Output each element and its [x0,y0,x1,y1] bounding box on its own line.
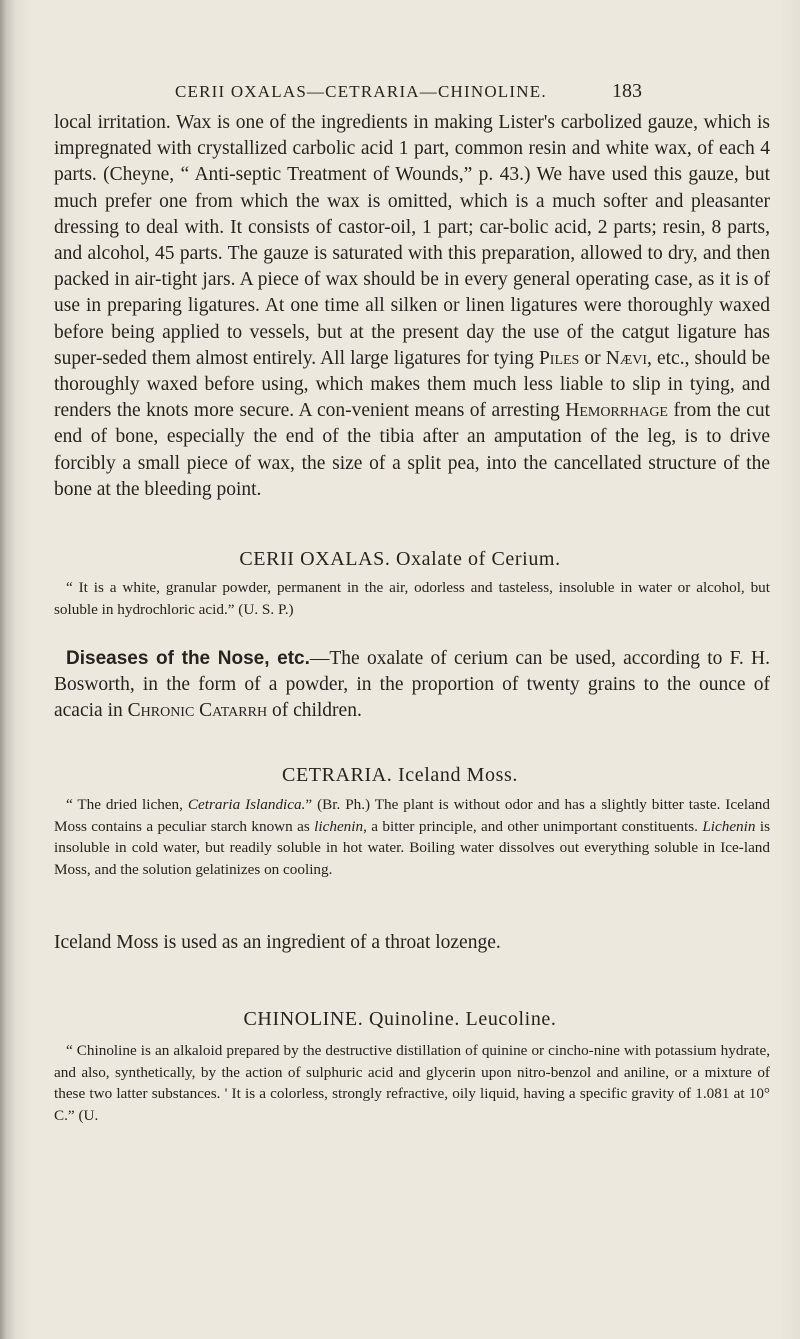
diseases-end: of children. [267,700,362,722]
cetraria-latin-name: Cetraria Islandica. [187,796,306,813]
chinoline-quote [54,1040,770,1126]
intro-text: local irritation. Wax is one of the ingredients in making Lister's carbolized gauze, which is impregnated with crystallized carbolic acid 1 part, common resin and white wax, of each 4 parts. (Cheyne, “ Anti-septic Treatment of Wounds,” p. 43.) We have used this gauze, but much prefer one from which the wax is omitted, which is a much softer and pleasanter dressing to deal with. It consists of castor-oil, 1 part; car-bolic acid, 2 parts; resin, 8 parts, and alcohol, 45 parts. The gauze is saturated with this preparation, allowed to dry, and then packed in air-tight jars. A piece of wax should be in every general operating case, as it is of use in preparing ligatures. At one time all silken or linen ligatures were thoroughly waxed before being applied to vessels, but at the present day the use of the catgut ligature has super-seded them almost entirely. All large ligatures for tying [54,112,770,369]
catarrh-term: Chronic Catarrh [127,700,268,722]
chinoline-quote-text: “ Chinoline is an alkaloid prepared by the destructive distillation of quinine or cincho-nine with potassium hydrate, and also, synthetically, by the action of sulphuric acid and glycerin upon nitro-benzol and aniline, or a mixture of these two latter substances. ' It is a colorless, strongly refractive, oily liquid, having a specific gravity of 1.081 at 10° C.” (U. [54,1042,770,1124]
chinoline-heading: CHINOLINE. Quinoline. Leucoline. [243,1008,557,1030]
piles-term: Piles [538,347,580,369]
lichenin-term: lichenin [314,817,364,835]
naevi-term: Nævi [605,347,648,369]
cetraria-lozenge [54,930,770,956]
diseases-text: —The oxalate of cerium can be used, according to F. H. Bosworth, in the form of a powder, in the proportion of twenty grains to the ounce of acacia in [54,648,771,722]
lichenin-term-2: Lichenin [702,817,756,835]
cetraria-quote-mid2: , a bitter principle, and other unimportant constituents. [363,817,703,835]
diseases-nose-label: Diseases of the Nose, etc. [66,648,310,669]
page-number: 183 [612,80,642,102]
cetraria-heading: CETRARIA. Iceland Moss. [282,764,518,786]
intro-text-2: , etc., should be thoroughly waxed before using, which makes them much less liable to slip in tying, and renders the knots more secure. A con-venient means of arresting [54,347,771,422]
cerii-heading: CERII OXALAS. Oxalate of Cerium. [239,548,561,570]
intro-paragraph [54,110,770,503]
cerii-quote [54,577,770,620]
cerii-diseases-paragraph [54,646,770,725]
hemorrhage-term: Hemorrhage [565,400,668,422]
running-head [0,80,800,106]
running-title: CERII OXALAS—CETRARIA—CHINOLINE. [175,82,547,101]
cerii-quote-text: “ It is a white, granular powder, permanent in the air, odorless and tasteless, insoluble in water or alcohol, but soluble in hydrochloric acid.” (U. S. P.) [54,579,770,618]
intro-text-3: from the cut end of bone, especially the end of the tibia after an amputation of the leg, is to drive forcibly a small piece of wax, the size of a split pea, into the cancellated structure of the bone at the bleeding point. [54,400,770,500]
cetraria-quote-start: “ The dried lichen, [66,796,188,813]
cetraria-quote [54,794,770,880]
cetraria-quote-mid: ” (Br. Ph.) The plant is without odor and has a slightly bitter taste. Iceland Moss contains a peculiar starch known as [54,796,770,835]
cetraria-quote-end: is insoluble in cold water, but readily soluble in hot water. Boiling water dissolves out everything soluble in Ice-land Moss, and the solution gelatinizes on cooling. [54,817,770,878]
lozenge-line: Iceland Moss is used as an ingredient of a throat lozenge. [54,932,501,953]
intro-or: or [579,347,606,369]
